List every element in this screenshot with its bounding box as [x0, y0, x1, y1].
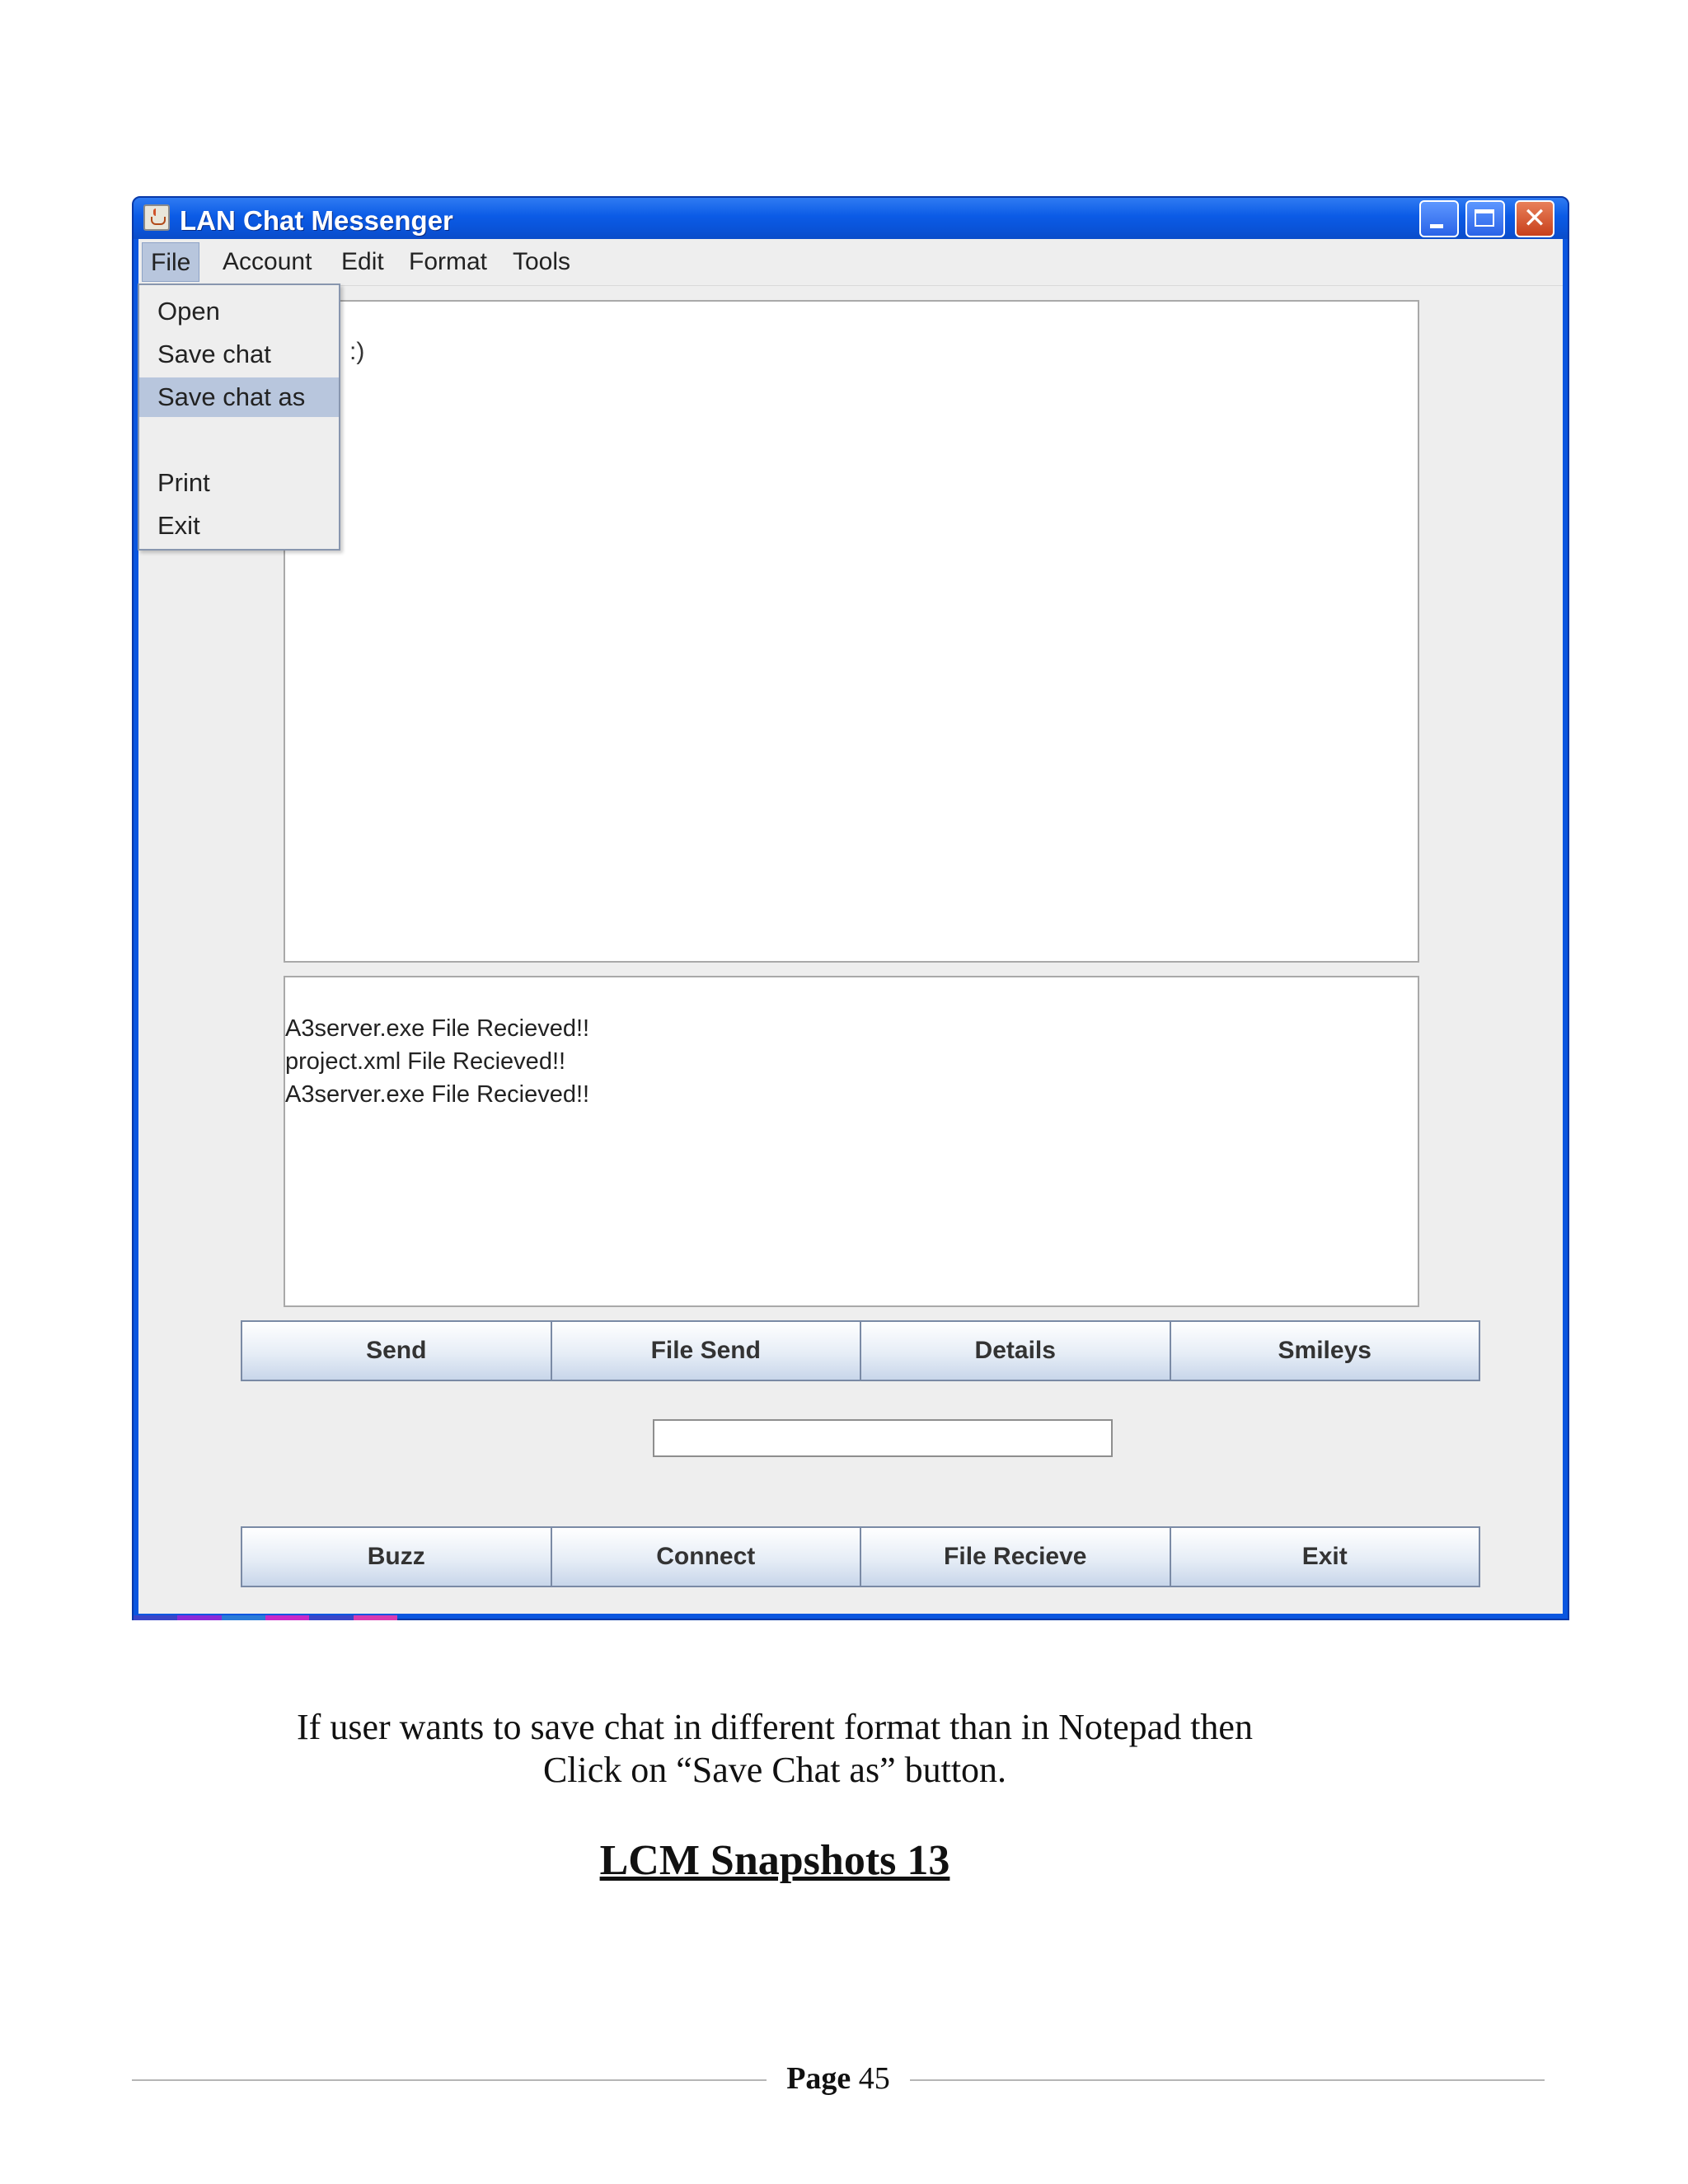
action-button-row-2 — [241, 1526, 1479, 1587]
maximize-button[interactable] — [1465, 200, 1505, 237]
footer-rule-right — [910, 2079, 1545, 2081]
exit-button[interactable]: Exit — [1170, 1526, 1481, 1587]
file-recieve-button[interactable]: File Recieve — [860, 1526, 1171, 1587]
chat-message: :) — [349, 338, 365, 365]
buzz-button[interactable]: Buzz — [241, 1526, 552, 1587]
taskbar-fragment — [134, 1615, 397, 1620]
log-line: A3server.exe File Recieved!! — [285, 1081, 590, 1108]
menu-item-save-chat[interactable]: Save chat — [157, 340, 271, 368]
caption-line-1: If user wants to save chat in different format than in Notepad then — [297, 1707, 1253, 1747]
log-line: project.xml File Recieved!! — [285, 1048, 566, 1075]
menu-account[interactable]: Account — [223, 248, 312, 275]
close-button[interactable] — [1515, 200, 1554, 237]
menu-bar — [138, 239, 1563, 286]
menu-item-exit[interactable]: Exit — [157, 511, 200, 540]
file-menu-dropdown — [138, 284, 340, 551]
menu-file[interactable]: File — [142, 242, 199, 282]
footer-rule-left — [132, 2079, 767, 2081]
menu-item-open[interactable]: Open — [157, 297, 220, 326]
log-line: A3server.exe File Recieved!! — [285, 1015, 590, 1042]
maximize-icon — [1475, 209, 1494, 227]
chat-display-area[interactable] — [284, 300, 1419, 963]
page-number — [767, 2060, 910, 2097]
page-label: Page — [786, 2061, 851, 2096]
snapshot-heading: LCM Snapshots 13 — [599, 1837, 950, 1884]
lan-chat-window — [132, 196, 1569, 1620]
title-bar[interactable] — [134, 198, 1568, 239]
window-client-area — [138, 239, 1563, 1614]
message-input[interactable] — [653, 1419, 1113, 1457]
caption-line-2: Click on “Save Chat as” button. — [542, 1750, 1007, 1790]
smileys-button[interactable]: Smileys — [1170, 1320, 1481, 1381]
minimize-button[interactable] — [1419, 200, 1459, 237]
action-button-row-1 — [241, 1320, 1479, 1381]
details-button[interactable]: Details — [860, 1320, 1171, 1381]
transfer-log-area[interactable] — [284, 976, 1419, 1307]
page-number-value: 45 — [858, 2061, 890, 2096]
file-send-button[interactable]: File Send — [551, 1320, 862, 1381]
send-button[interactable]: Send — [241, 1320, 552, 1381]
connect-button[interactable]: Connect — [551, 1526, 862, 1587]
java-cup-icon — [143, 204, 170, 231]
menu-item-save-chat-as[interactable]: Save chat as — [139, 377, 339, 417]
log-lines — [285, 1012, 589, 1111]
menu-item-print[interactable]: Print — [157, 468, 210, 497]
menu-tools[interactable]: Tools — [513, 248, 571, 275]
window-title: LAN Chat Messenger — [180, 205, 453, 236]
menu-edit[interactable]: Edit — [341, 248, 384, 275]
menu-format[interactable]: Format — [409, 248, 488, 275]
minimize-icon — [1430, 224, 1443, 228]
close-icon: ✕ — [1522, 203, 1547, 234]
